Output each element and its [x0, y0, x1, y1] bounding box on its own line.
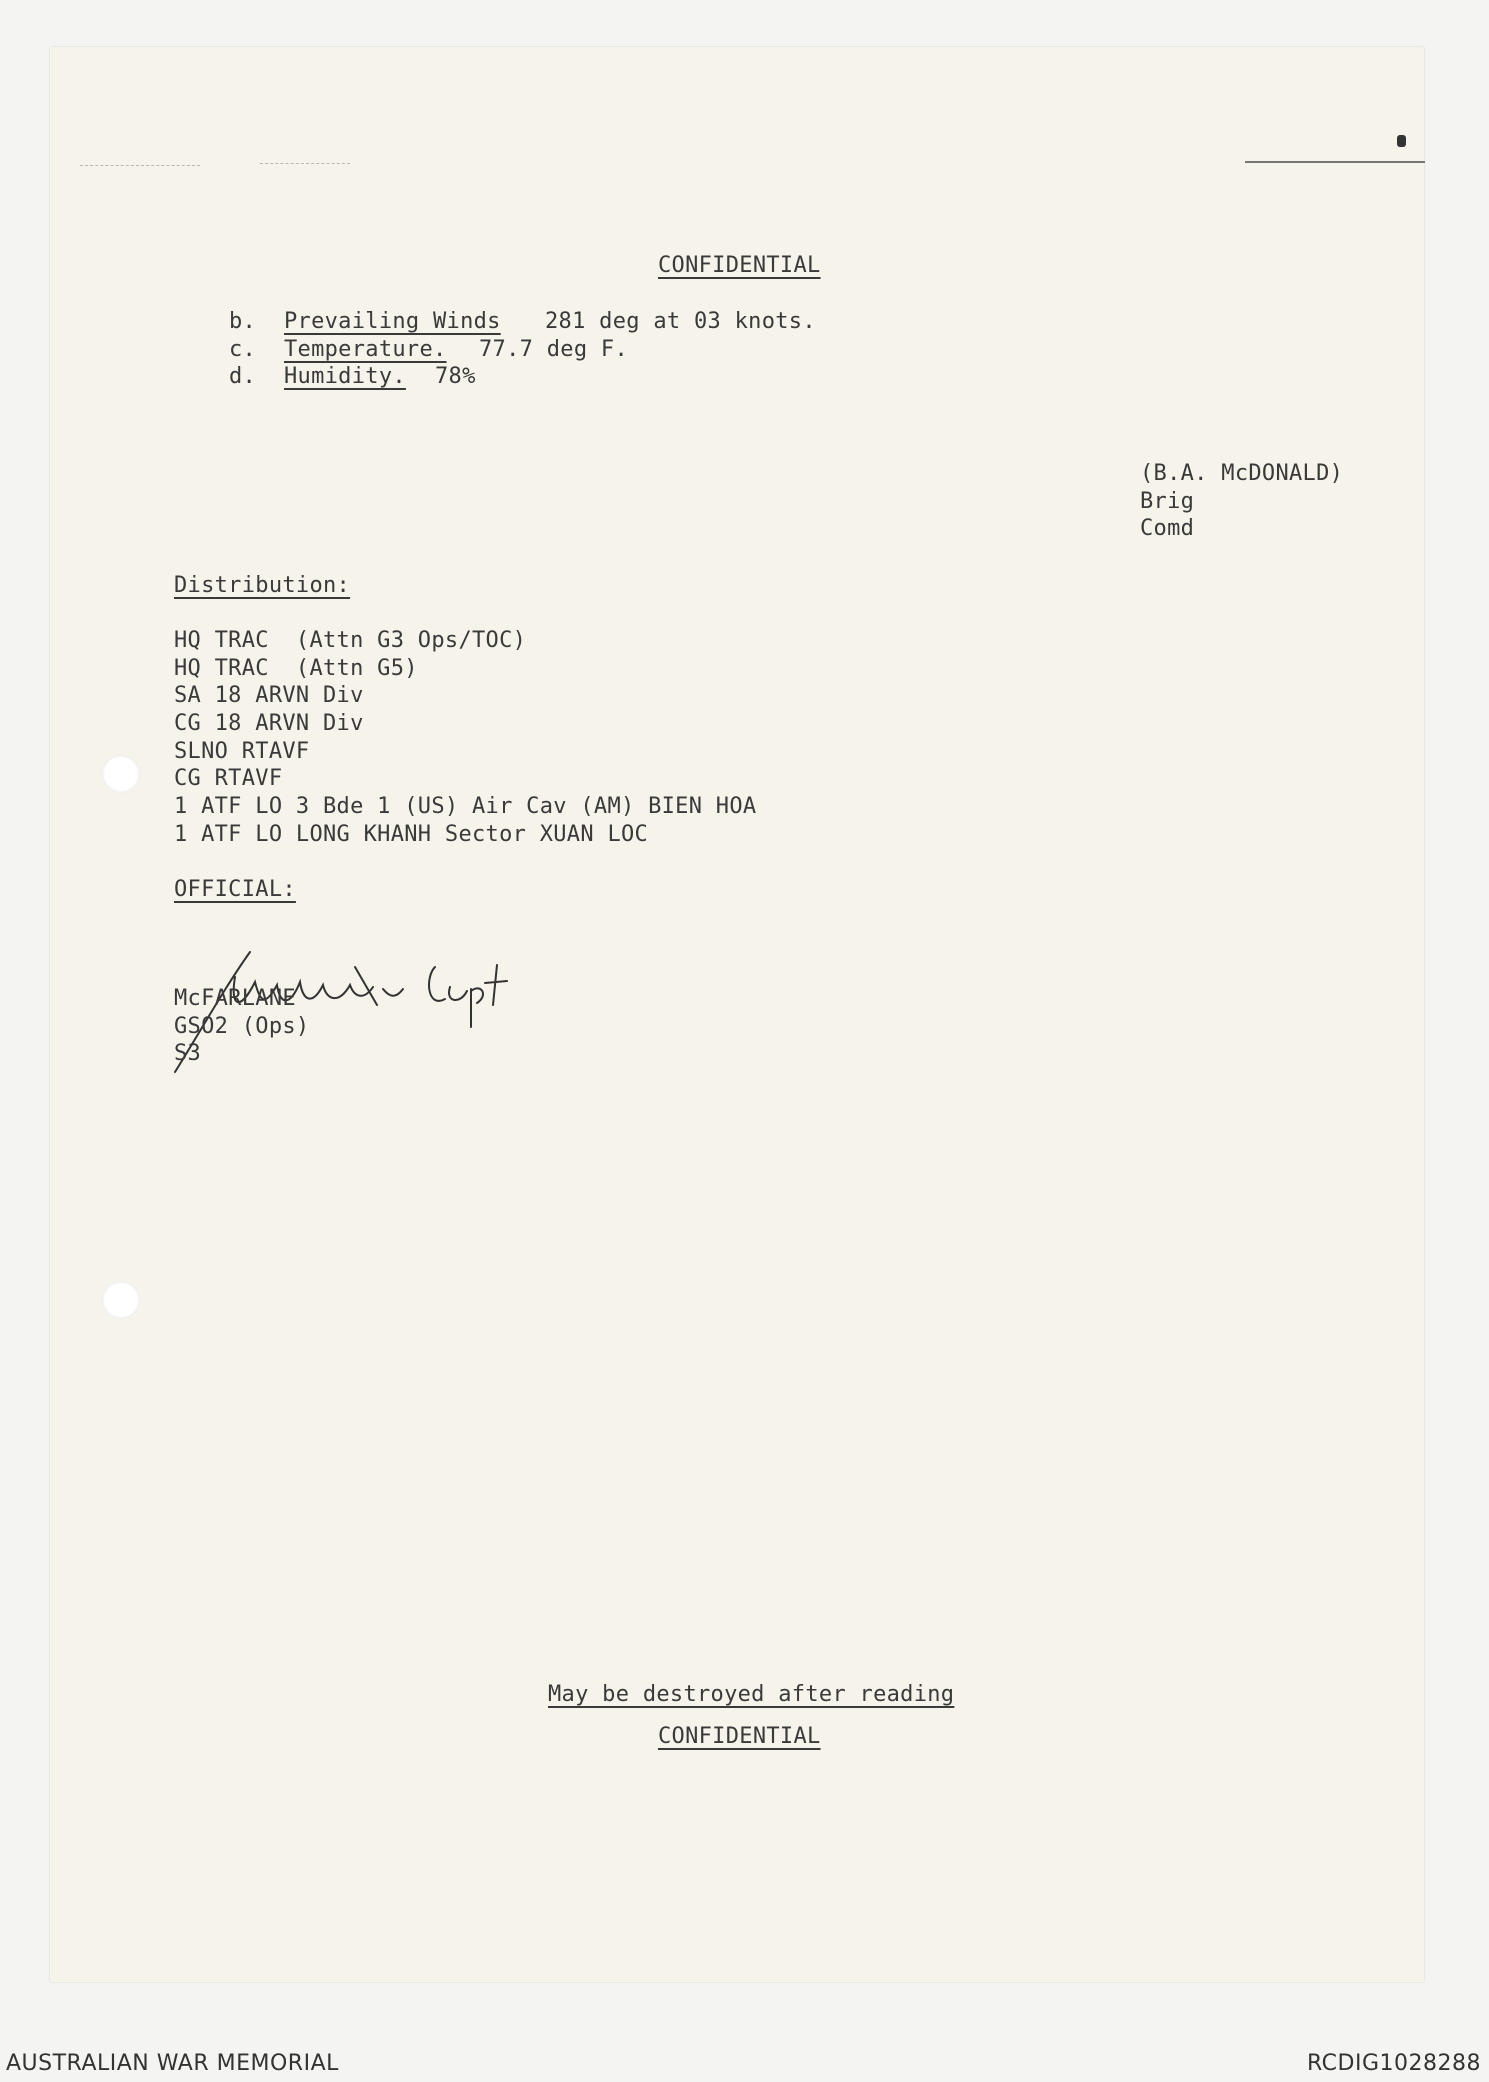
distribution-item: HQ TRAC (Attn G3 Ops/TOC)	[174, 628, 527, 653]
weather-letter: b.	[229, 309, 257, 334]
distribution-item: CG RTAVF	[174, 766, 283, 791]
document-page	[50, 47, 1424, 1982]
paper-mark	[1245, 161, 1425, 163]
archive-id: RCDIG1028288	[1306, 2051, 1481, 2076]
weather-letter: d.	[229, 364, 257, 389]
distribution-item: SA 18 ARVN Div	[174, 683, 364, 708]
signatory-appointment: Comd	[1140, 516, 1195, 541]
signatory-name: (B.A. McDONALD)	[1140, 461, 1344, 486]
weather-value: 77.7 deg F.	[479, 337, 628, 362]
paper-mark	[260, 163, 350, 164]
classification-header: CONFIDENTIAL	[658, 253, 821, 278]
weather-label: Prevailing Winds	[284, 309, 501, 334]
distribution-item: CG 18 ARVN Div	[174, 711, 364, 736]
punch-hole	[102, 1281, 140, 1319]
distribution-item: SLNO RTAVF	[174, 739, 310, 764]
paper-mark	[80, 165, 200, 166]
weather-letter: c.	[229, 337, 257, 362]
weather-label: Temperature.	[284, 337, 447, 362]
classification-footer: CONFIDENTIAL	[658, 1724, 821, 1749]
distribution-item: HQ TRAC (Attn G5)	[174, 656, 418, 681]
distribution-item: 1 ATF LO LONG KHANH Sector XUAN LOC	[174, 822, 649, 847]
official-heading: OFFICIAL:	[174, 877, 296, 902]
distribution-heading: Distribution:	[174, 573, 351, 598]
weather-label: Humidity.	[284, 364, 406, 389]
official-branch: S3	[174, 1041, 202, 1066]
weather-value: 281 deg at 03 knots.	[545, 309, 816, 334]
punch-hole	[102, 755, 140, 793]
ink-spot	[1397, 135, 1406, 147]
official-name: McFARLANE	[174, 986, 296, 1011]
signatory-rank: Brig	[1140, 489, 1195, 514]
archive-credit: AUSTRALIAN WAR MEMORIAL	[6, 2051, 339, 2076]
distribution-item: 1 ATF LO 3 Bde 1 (US) Air Cav (AM) BIEN HOA	[174, 794, 757, 819]
weather-value: 78%	[435, 364, 476, 389]
official-appointment: GSO2 (Ops)	[174, 1014, 310, 1039]
destroy-notice: May be destroyed after reading	[548, 1682, 955, 1707]
